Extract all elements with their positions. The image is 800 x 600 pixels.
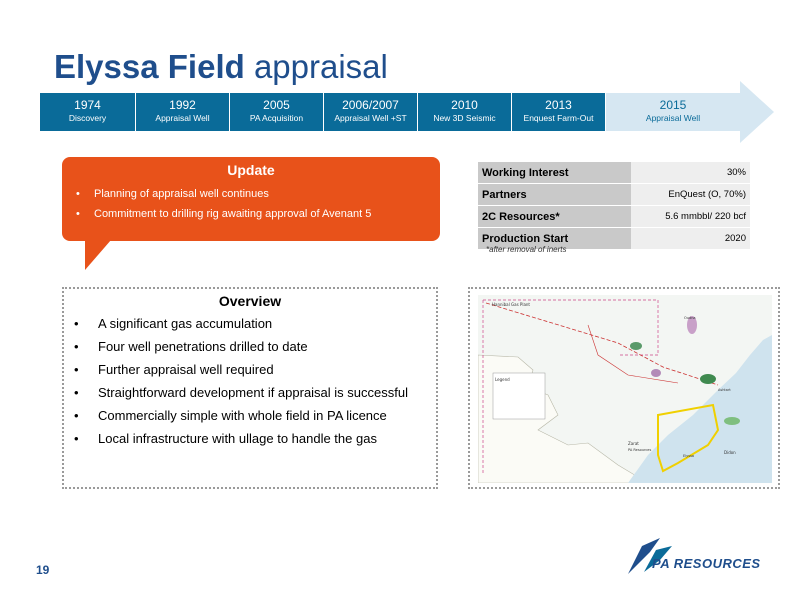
timeline-step: 2006/2007 Appraisal Well +ST xyxy=(324,93,418,131)
page-number: 19 xyxy=(36,563,50,577)
table-row xyxy=(478,184,750,206)
overview-box xyxy=(62,287,438,489)
timeline-step: 2010 New 3D Seismic xyxy=(418,93,512,131)
field-map xyxy=(478,295,772,483)
overview-item: • A significant gas accumulation xyxy=(74,315,436,332)
update-item: • Planning of appraisal well continues xyxy=(76,184,440,204)
detail-value: 2020 xyxy=(631,228,750,250)
map-label: Didon xyxy=(724,450,736,455)
detail-value: 30% xyxy=(631,162,750,184)
map-label: Oudna xyxy=(684,316,696,320)
timeline-arrowhead xyxy=(740,81,774,143)
footnote: *after removal of inerts xyxy=(486,245,567,254)
detail-value: EnQuest (O, 70%) xyxy=(631,184,750,206)
detail-key: 2C Resources* xyxy=(478,206,631,228)
update-item: • Commitment to drilling rig awaiting approval of Avenant 5 xyxy=(76,204,440,224)
timeline-step: 1992 Appraisal Well xyxy=(136,93,230,131)
map-label: Zarat xyxy=(628,441,639,446)
map-label: PA Resources xyxy=(628,448,652,452)
timeline-step: 1974 Discovery xyxy=(40,93,136,131)
overview-list xyxy=(64,315,436,447)
overview-heading: Overview xyxy=(218,293,282,309)
table-row xyxy=(478,206,750,228)
overview-item: • Four well penetrations drilled to date xyxy=(74,338,436,355)
detail-value: 5.6 mmbbl/ 220 bcf xyxy=(631,206,750,228)
detail-key: Production Start xyxy=(478,228,631,250)
update-heading: Update xyxy=(227,162,275,178)
map-box xyxy=(468,287,780,489)
map-label: Hannibal Gas Plant xyxy=(492,302,530,307)
field-details-table xyxy=(478,162,750,250)
overview-item: • Local infrastructure with ullage to handle the gas xyxy=(74,430,436,447)
map-label: Elyssa xyxy=(683,454,695,458)
table-row xyxy=(478,162,750,184)
svg-text:Legend: Legend xyxy=(495,377,510,382)
update-callout xyxy=(62,157,440,241)
map-label: Ashtart xyxy=(718,388,731,392)
timeline-step: 2005 PA Acquisition xyxy=(230,93,324,131)
overview-item: • Straightforward development if appraisal is successful xyxy=(74,384,436,401)
page-title: Elyssa Field appraisal xyxy=(54,48,388,85)
logo-text: PA RESOURCES xyxy=(652,556,761,571)
timeline-step-current: 2015 Appraisal Well xyxy=(606,93,740,131)
overview-item: • Further appraisal well required xyxy=(74,361,436,378)
callout-pointer xyxy=(85,240,111,270)
detail-key: Working Interest xyxy=(478,162,631,184)
timeline-step: 2013 Enquest Farm-Out xyxy=(512,93,606,131)
overview-item: • Commercially simple with whole field in PA licence xyxy=(74,407,436,424)
detail-key: Partners xyxy=(478,184,631,206)
update-list xyxy=(62,184,440,224)
